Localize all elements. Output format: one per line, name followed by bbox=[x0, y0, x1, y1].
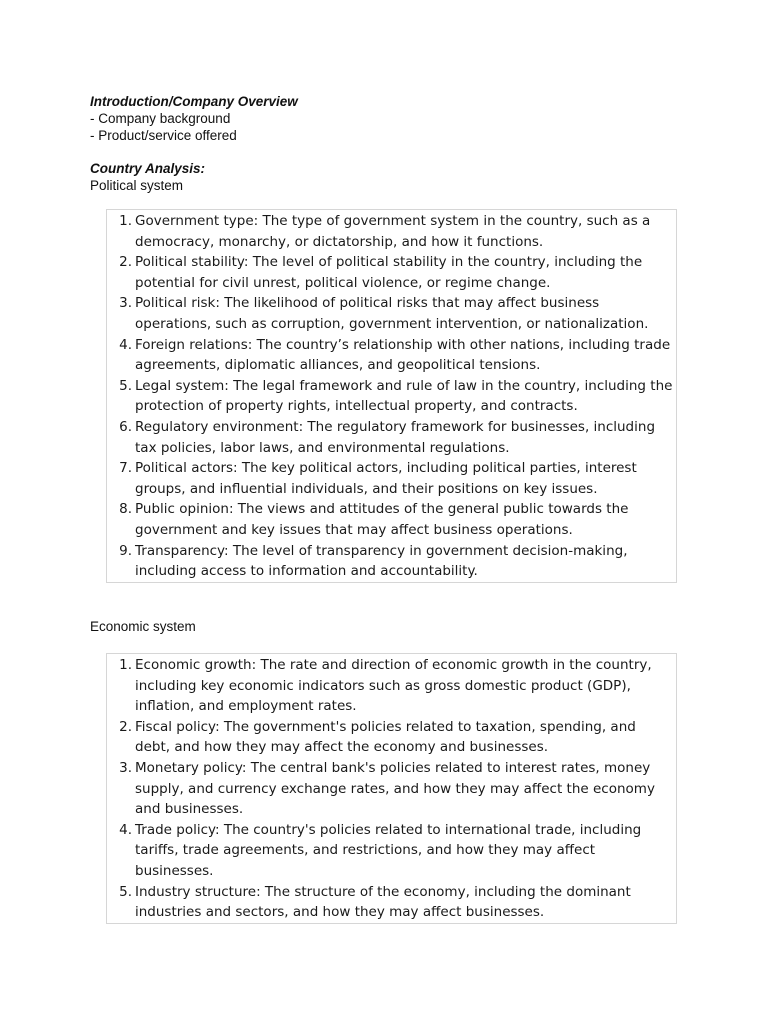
list-item-text: Public opinion: The views and attitudes of the general public towards the government and key issues that may affect business operations. bbox=[135, 501, 629, 538]
list-number: 9. bbox=[119, 542, 132, 559]
list-number: 3. bbox=[119, 759, 132, 776]
intro-section bbox=[90, 93, 298, 144]
list-number: 6. bbox=[119, 418, 132, 435]
list-number: 2. bbox=[119, 254, 132, 271]
list-item bbox=[107, 717, 674, 758]
intro-heading: Introduction/Company Overview bbox=[90, 94, 298, 109]
intro-item: - Company background bbox=[90, 111, 231, 126]
list-item-text: Regulatory environment: The regulatory framework for businesses, including tax policies, labor laws, and environmental regulations. bbox=[135, 418, 656, 456]
list-item-text: Monetary policy: The central bank's policies related to interest rates, money supply, and currency exchange rates, and how they may affect the economy and businesses. bbox=[135, 759, 655, 818]
list-item bbox=[107, 541, 674, 582]
list-item-text: Foreign relations: The country’s relationship with other nations, including trade agreements, diplomatic alliances, and geopolitical tensions. bbox=[135, 336, 671, 374]
list-item-text: Economic growth: The rate and direction of economic growth in the country, including key economic indicators such as gross domestic product (GDP), inflation, and employment rates. bbox=[135, 657, 652, 715]
list-item bbox=[107, 417, 674, 458]
list-number: 4. bbox=[119, 336, 132, 353]
list-item-text: Transparency: The level of transparency in government decision-making, including access to information and accountability. bbox=[135, 542, 628, 580]
economic-system-list bbox=[106, 653, 677, 924]
list-item bbox=[107, 820, 674, 882]
political-system-label: Political system bbox=[90, 178, 184, 193]
list-item-text: Legal system: The legal framework and rule of law in the country, including the protection of property rights, intellectual property, and contracts. bbox=[135, 377, 673, 415]
list-number: 4. bbox=[119, 821, 132, 838]
list-item bbox=[107, 655, 674, 717]
list-item bbox=[107, 882, 674, 923]
economic-system-label-block bbox=[90, 618, 196, 635]
list-item bbox=[107, 252, 674, 293]
intro-item: - Product/service offered bbox=[90, 128, 237, 143]
list-item-text: Political actors: The key political actors, including political parties, interest groups, and influential individuals, and their positions on key issues. bbox=[135, 460, 637, 497]
list-number: 7. bbox=[119, 460, 132, 477]
list-item bbox=[107, 211, 674, 252]
list-item bbox=[107, 758, 674, 820]
country-analysis-heading: Country Analysis: bbox=[90, 161, 206, 176]
list-item-text: Government type: The type of government system in the country, such as a democracy, monarchy, or dictatorship, and how it functions. bbox=[135, 213, 651, 250]
list-item-text: Trade policy: The country's policies related to international trade, including tariffs, trade agreements, and restrictions, and how they may affect businesses. bbox=[135, 821, 642, 879]
economic-system-label: Economic system bbox=[90, 619, 196, 634]
list-number: 1. bbox=[119, 657, 132, 673]
list-item bbox=[107, 376, 674, 417]
political-system-list bbox=[106, 209, 677, 583]
list-item-text: Industry structure: The structure of the economy, including the dominant industries and sectors, and how they may affect businesses. bbox=[135, 883, 631, 921]
list-item bbox=[107, 499, 674, 540]
list-number: 8. bbox=[119, 501, 132, 518]
list-number: 2. bbox=[119, 718, 132, 735]
list-item bbox=[107, 293, 674, 334]
list-item bbox=[107, 335, 674, 376]
list-number: 1. bbox=[119, 213, 132, 229]
list-item-text: Political risk: The likelihood of political risks that may affect business operations, such as corruption, government intervention, or nationalization. bbox=[135, 295, 649, 332]
list-number: 5. bbox=[119, 377, 132, 394]
country-analysis-section bbox=[90, 160, 205, 194]
list-item bbox=[107, 458, 674, 499]
list-item-text: Political stability: The level of political stability in the country, including the potential for civil unrest, political violence, or regime change. bbox=[135, 254, 643, 291]
list-number: 5. bbox=[119, 883, 132, 900]
list-item-text: Fiscal policy: The government's policies related to taxation, spending, and debt, and how they may affect the economy and businesses. bbox=[135, 718, 636, 756]
list-number: 3. bbox=[119, 295, 132, 312]
